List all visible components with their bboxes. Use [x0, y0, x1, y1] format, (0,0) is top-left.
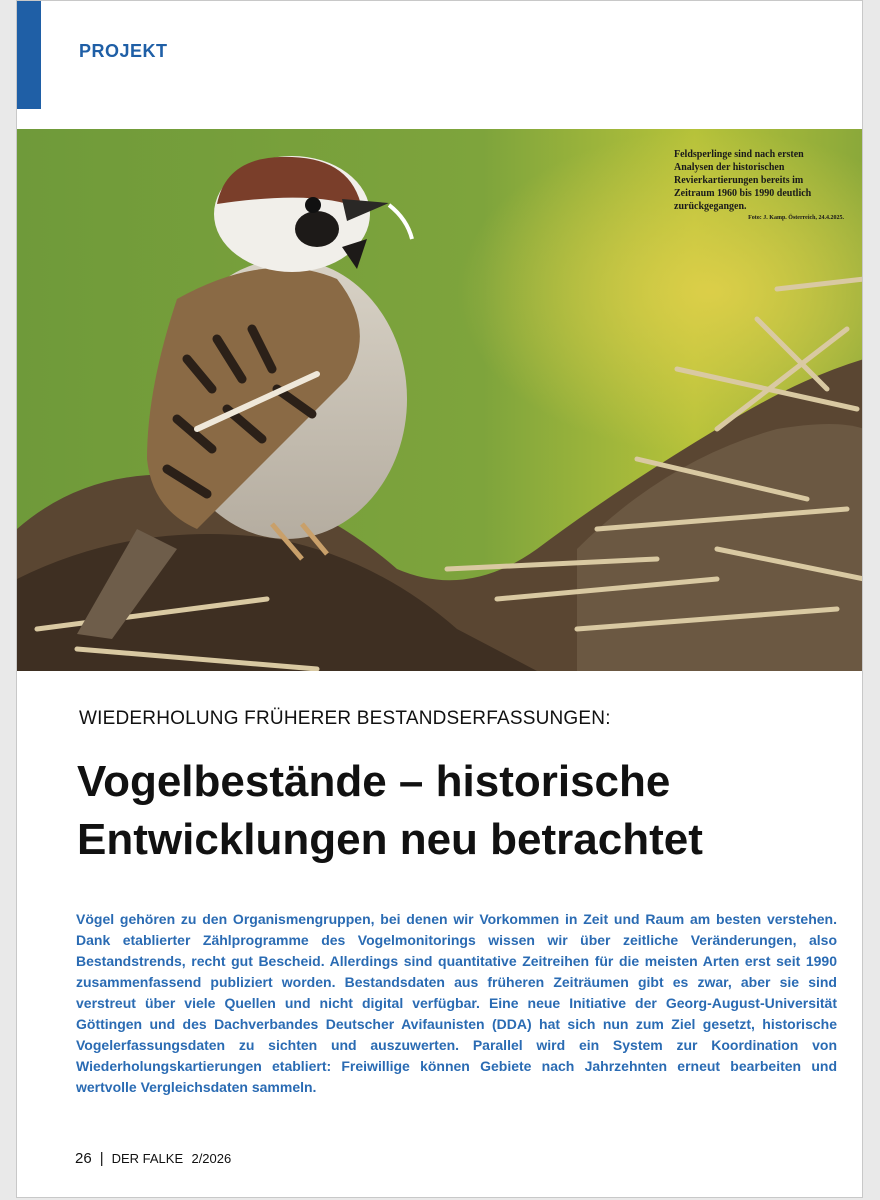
page-number: 26	[75, 1150, 92, 1167]
photo-caption-text: Feldsperlinge sind nach ersten Analysen der historischen Revierkartierungen bereits im Zeitraum 1960 bis 1990 deutlich zurückgegangen.	[674, 149, 812, 212]
article-lead: Vögel gehören zu den Organismengruppen, bei denen wir Vorkommen in Zeit und Raum am besten verstehen. Dank etablierter Zählprogramme des Vogelmonitorings wissen wir über zeitliche Veränderungen, also Bestandstrends, recht gut Bescheid. Allerdings sind quantitative Zeitreihen für die meisten Arten erst seit 1990 zusammenfassend publiziert worden. Bestandsdaten aus früheren Zeiträumen gibt es zwar, aber sie sind verstreut über viele Quellen und nicht digital verfügbar. Eine neue Initiative der Georg-August-Universität Göttingen und des Dachverbandes Deutscher Avifaunisten (DDA) hat sich nun zum Ziel gesetzt, historische Vogelerfassungsdaten zu sichten und auszuwerten. Parallel wird ein System zur Koordination von Wiederholungskartierungen etabliert: Freiwillige können Gebiete nach Jahrzehnten erneut bearbeiten und wertvolle Vergleichsdaten sammeln.	[76, 911, 837, 1095]
section-color-bar	[17, 1, 41, 109]
page-footer	[75, 1150, 231, 1167]
article-kicker: WIEDERHOLUNG FRÜHERER BESTANDSERFASSUNGEN:	[79, 708, 611, 729]
sparrow-photo	[17, 129, 863, 671]
issue-number: 2/2026	[191, 1151, 232, 1166]
section-label: PROJEKT	[79, 41, 168, 61]
article-headline	[77, 753, 837, 869]
footer-separator: |	[99, 1150, 104, 1167]
magazine-page	[16, 0, 863, 1198]
headline-line-1: Vogelbestände – historische	[77, 757, 671, 806]
magazine-name: DER FALKE	[111, 1151, 184, 1166]
headline-line-2: Entwicklungen neu betrachtet	[77, 815, 703, 864]
photo-caption	[674, 148, 844, 223]
photo-credit: Foto: J. Kamp. Österreich, 24.4.2025.	[748, 215, 844, 221]
